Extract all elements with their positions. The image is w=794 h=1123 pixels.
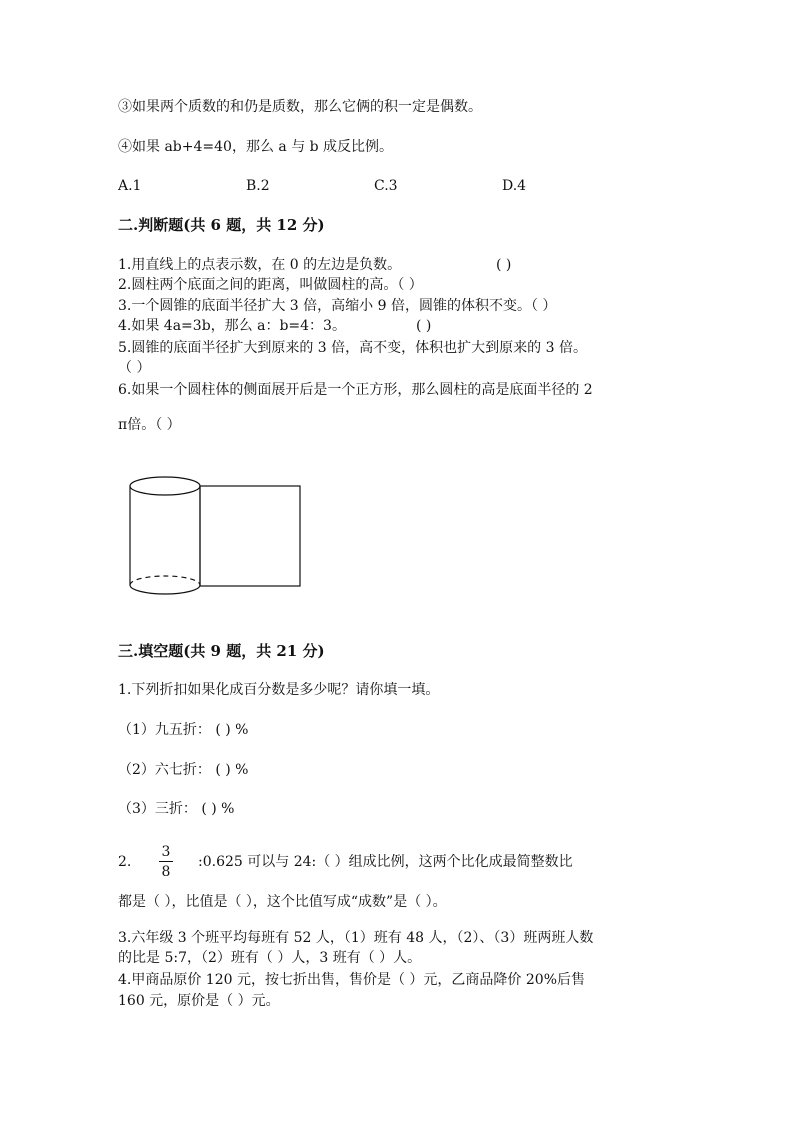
option-d: D.4 <box>502 178 527 194</box>
fill-question-4-line-2: 160 元，原价是（ ）元。 <box>118 993 280 1009</box>
judge-answer-blank-1[interactable]: ( ) <box>496 257 512 273</box>
judge-answer-blank-4[interactable]: ( ) <box>416 318 432 334</box>
judge-question-3: 3.一个圆锥的底面半径扩大 3 倍，高缩小 9 倍，圆锥的体积不变。（ ） <box>118 298 557 314</box>
cylinder-bottom-back-arc <box>130 576 200 585</box>
fill-question-2-line-2: 都是（ ），比值是（ ），这个比值写成“成数”是（ ）。 <box>118 894 447 910</box>
fill-question-1-sub-3: （3）三折： ( ) % <box>118 801 235 817</box>
option-a: A.1 <box>118 178 142 194</box>
unrolled-lateral-square <box>200 486 300 586</box>
judge-question-6-line-1: 6.如果一个圆柱体的侧面展开后是一个正方形，那么圆柱的高是底面半径的 2 <box>118 382 593 398</box>
section-3-title: 三.填空题(共 9 题，共 21 分) <box>118 642 325 660</box>
judge-question-2: 2.圆柱两个底面之间的距离，叫做圆柱的高。（ ） <box>118 277 423 293</box>
fill-question-1: 1.下列折扣如果化成百分数是多少呢？请你填一填。 <box>118 682 440 698</box>
fill-question-1-sub-1: （1）九五折： ( ) % <box>118 722 249 738</box>
fraction-bar <box>159 861 173 862</box>
fraction-numerator: 3 <box>161 844 171 860</box>
carryover-statement-3: ③如果两个质数的和仍是质数，那么它俩的积一定是偶数。 <box>118 99 482 115</box>
carryover-statement-4: ④如果 ab+4=40，那么 a 与 b 成反比例。 <box>118 139 394 155</box>
cylinder-unfolding-figure <box>125 470 310 602</box>
judge-question-6-line-2: π倍。（ ） <box>118 417 181 433</box>
judge-question-4: 4.如果 4a=3b，那么 a：b=4：3。 <box>118 318 346 334</box>
section-2-title: 二.判断题(共 6 题，共 12 分) <box>118 216 325 234</box>
fill-question-4-line-1: 4.甲商品原价 120 元，按七折出售，售价是（ ）元，乙商品降价 20%后售 <box>118 972 585 988</box>
cylinder-bottom-front-arc <box>130 585 200 594</box>
judge-question-5: 5.圆锥的底面半径扩大到原来的 3 倍，高不变，体积也扩大到原来的 3 倍。 <box>118 340 587 356</box>
judge-question-1: 1.用直线上的点表示数，在 0 的左边是负数。 <box>118 257 402 273</box>
judge-answer-blank-5[interactable]: （ ） <box>118 360 151 376</box>
option-c: C.3 <box>374 178 398 194</box>
fill-question-3-line-2: 的比是 5:7，（2）班有（ ）人，3 班有（ ）人。 <box>118 950 422 966</box>
fill-question-3-line-1: 3.六年级 3 个班平均每班有 52 人，（1）班有 48 人，（2）、（3）班两班人数 <box>118 930 594 946</box>
cylinder-top-ellipse <box>130 477 200 495</box>
option-b: B.2 <box>246 178 270 194</box>
fill-question-2-number: 2. <box>118 854 132 870</box>
fill-question-1-sub-2: （2）六七折： ( ) % <box>118 762 249 778</box>
fraction-denominator: 8 <box>161 864 171 880</box>
fill-question-2-line-1: :0.625 可以与 24:（ ）组成比例，这两个比化成最简整数比 <box>198 854 573 870</box>
